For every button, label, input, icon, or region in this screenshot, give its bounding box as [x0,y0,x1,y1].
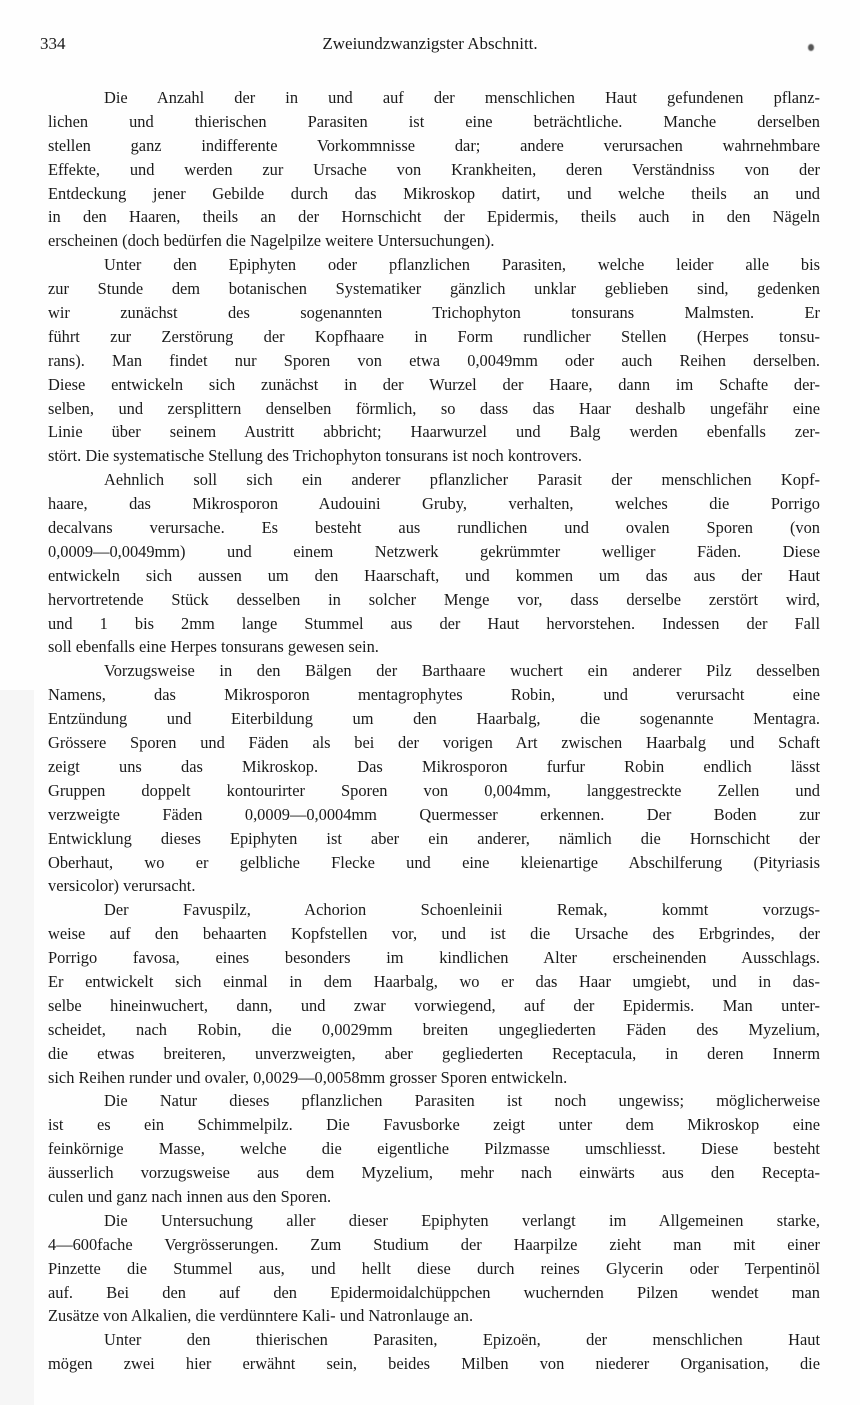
text-line: culen und ganz nach innen aus den Sporen. [48,1186,332,1206]
text-line: Aehnlich soll sich ein anderer pflanzlicher Parasit der menschlichen Kopf- [104,470,820,490]
text-line: und 1 bis 2mm lange Stummel aus der Haut hervorstehen. Indessen der Fall [48,613,820,633]
text-line: führt zur Zerstörung der Kopfhaare in Form rundlicher Stellen (Herpes tonsu- [48,326,820,346]
paragraph [48,898,820,1089]
paragraph [48,1209,820,1328]
text-line: Der Favuspilz, Achorion Schoenleinii Remak, kommt vorzugs- [104,900,820,920]
text-line: erscheinen (doch bedürfen die Nagelpilze weitere Untersuchungen). [48,231,495,251]
text-line: Entzündung und Eiterbildung um den Haarbalg, die sogenannte Mentagra. [48,709,820,729]
text-line: Die Anzahl der in und auf der menschlichen Haut gefundenen pflanz- [104,88,820,107]
text-line: rans). Man findet nur Sporen von etwa 0,0049mm oder auch Reihen derselben. [48,350,820,370]
text-line: wir zunächst des sogenannten Trichophyton tonsurans Malmsten. Er [48,303,820,323]
text-line: weise auf den behaarten Kopfstellen vor, und ist die Ursache des Erbgrindes, der [48,924,820,944]
text-line: verzweigte Fäden 0,0009—0,0004mm Quermesser erkennen. Der Boden zur [48,804,820,824]
running-title: Zweiundzwanzigster Abschnitt. [322,34,538,53]
text-line: Unter den thierischen Parasiten, Epizoën, der menschlichen Haut [104,1330,820,1350]
text-line: soll ebenfalls eine Herpes tonsurans gewesen sein. [48,637,379,657]
text-line: decalvans verursache. Es besteht aus rundlichen und ovalen Sporen (von [48,518,820,538]
paragraph [48,1328,820,1376]
paragraph [48,1089,820,1208]
text-line: Oberhaut, wo er gelbliche Flecke und eine kleienartige Abschilferung (Pityriasis [48,852,820,872]
text-line: selbe hineinwuchert, dann, und zwar vorwiegend, auf der Epidermis. Man unter- [48,995,820,1015]
text-line: Namens, das Mikrosporon mentagrophytes Robin, und verursacht eine [48,685,820,705]
text-line: haare, das Mikrosporon Audouini Gruby, verhalten, welches die Porrigo [48,494,820,514]
paragraph [48,86,820,253]
text-line: entwickeln sich aussen um den Haarschaft, und kommen um das aus der Haut [48,565,820,585]
text-line: Grössere Sporen und Fäden als bei der vorigen Art zwischen Haarbalg und Schaft [48,733,820,753]
ink-smudge [808,44,814,51]
text-line: Die Untersuchung aller dieser Epiphyten verlangt im Allgemeinen starke, [104,1210,820,1230]
text-line: 4—600fache Vergrösserungen. Zum Studium der Haarpilze zieht man mit einer [48,1234,820,1254]
text-line: stellen ganz indifferente Vorkommnisse dar; andere verursachen wahrnehmbare [48,135,820,155]
text-line: Pinzette die Stummel aus, und hellt diese durch reines Glycerin oder Terpentinöl [48,1258,820,1278]
text-line: Diese entwickeln sich zunächst in der Wurzel der Haare, dann im Schafte der- [48,374,820,394]
text-line: hervortretende Stück desselben in solcher Menge vor, dass derselbe zerstört wird, [48,589,820,609]
text-line: 0,0009—0,0049mm) und einem Netzwerk gekrümmter welliger Fäden. Diese [48,541,820,561]
text-line: sich Reihen runder und ovaler, 0,0029—0,0058mm grosser Sporen entwickeln. [48,1067,568,1087]
text-line: Gruppen doppelt kontourirter Sporen von 0,004mm, langgestreckte Zellen und [48,780,820,800]
text-line: versicolor) verursacht. [48,876,196,896]
text-line: Zusätze von Alkalien, die verdünntere Kali- und Natronlauge an. [48,1306,474,1326]
page-header [40,34,820,58]
text-line: Entdeckung jener Gebilde durch das Mikroskop datirt, und welche theils an und [48,183,820,203]
text-line: Effekte, und werden zur Ursache von Krankheiten, deren Verständniss von der [48,159,820,179]
text-line: Unter den Epiphyten oder pflanzlichen Parasiten, welche leider alle bis [104,255,820,275]
text-line: Entwicklung dieses Epiphyten ist aber ein anderer, nämlich die Hornschicht der [48,828,820,848]
text-line: Linie über seinem Austritt abbricht; Haarwurzel und Balg werden ebenfalls zer- [48,422,820,442]
text-line: Er entwickelt sich einmal in dem Haarbalg, wo er das Haar umgiebt, und in das- [48,971,820,991]
text-line: Die Natur dieses pflanzlichen Parasiten ist noch ungewiss; möglicherweise [104,1091,820,1111]
text-line: mögen zwei hier erwähnt sein, beides Milben von niederer Organisation, die [48,1354,820,1374]
text-line: lichen und thierischen Parasiten ist eine beträchtliche. Manche derselben [48,111,820,131]
text-line: scheidet, nach Robin, die 0,0029mm breiten ungegliederten Fäden des Myzelium, [48,1019,820,1039]
page-number: 334 [40,34,66,53]
text-line: Vorzugsweise in den Bälgen der Barthaare wuchert ein anderer Pilz desselben [104,661,820,681]
text-line: auf. Bei den auf den Epidermoidalchüppchen wuchernden Pilzen wendet man [48,1282,820,1302]
text-line: zeigt uns das Mikroskop. Das Mikrosporon furfur Robin endlich lässt [48,756,820,776]
paragraph [48,253,820,468]
paragraph [48,659,820,898]
text-line: in den Haaren, theils an der Hornschicht der Epidermis, theils auch in den Nägeln [48,207,820,227]
text-line: äusserlich vorzugsweise aus dem Myzelium, mehr nach einwärts aus den Recepta- [48,1163,820,1183]
scan-edge-shadow [0,690,34,1405]
text-line: zur Stunde dem botanischen Systematiker gänzlich unklar geblieben sind, gedenken [48,279,820,299]
text-line: feinkörnige Masse, welche die eigentliche Pilzmasse umschliesst. Diese besteht [48,1139,820,1159]
paragraph [48,468,820,659]
text-line: stört. Die systematische Stellung des Trichophyton tonsurans ist noch kontrovers. [48,446,583,466]
body-text [48,86,820,1376]
text-line: selben, und zersplittern denselben förmlich, so dass das Haar deshalb ungefähr eine [48,398,820,418]
text-line: ist es ein Schimmelpilz. Die Favusborke zeigt unter dem Mikroskop eine [48,1115,820,1135]
text-line: die etwas breiteren, unverzweigten, aber gegliederten Receptacula, in deren Innerm [48,1043,820,1063]
text-line: Porrigo favosa, eines besonders im kindlichen Alter erscheinenden Ausschlags. [48,948,820,968]
